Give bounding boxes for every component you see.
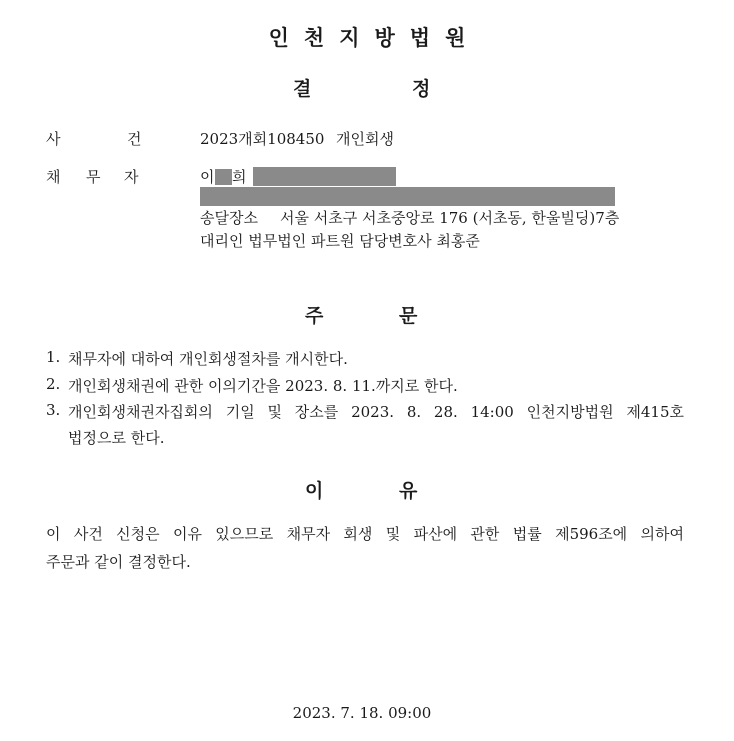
redaction-name-middle xyxy=(215,169,232,185)
redaction-address xyxy=(200,187,615,206)
redaction-id-number xyxy=(253,167,396,186)
order-item-text: 채무자에 대하여 개인회생절차를 개시한다. xyxy=(68,350,348,368)
representative: 대리인 법무법인 파트원 담당변호사 최홍준 xyxy=(200,232,480,250)
order-item-text: 개인회생채권자집회의 기일 및 장소를 2023. 8. 28. 14:00 인천지방법원 제415호 xyxy=(68,403,684,421)
debtor-label-char-2: 무 xyxy=(86,168,101,186)
reason-heading-char-2: 유 xyxy=(399,480,418,502)
order-item-text: 개인회생채권에 관한 이의기간을 2023. 8. 11.까지로 한다. xyxy=(68,377,458,395)
case-number: 2023개회108450 xyxy=(200,130,325,148)
document-type-char-2: 정 xyxy=(412,78,431,100)
document-type-char-1: 결 xyxy=(293,78,312,100)
case-label-char-2: 건 xyxy=(127,130,142,148)
decision-datetime: 2023. 7. 18. 09:00 xyxy=(292,704,432,722)
reason-heading-char-1: 이 xyxy=(305,480,324,502)
debtor-label-char-3: 자 xyxy=(124,168,139,186)
case-label-char-1: 사 xyxy=(46,130,61,148)
order-item-number: 3. xyxy=(46,401,61,419)
debtor-name-first: 이 xyxy=(200,168,215,186)
reason-text-line-1: 이 사건 신청은 이유 있으므로 채무자 회생 및 파산에 관한 법률 제596조에 의하여 xyxy=(46,525,684,543)
service-address: 서울 서초구 서초중앙로 176 (서초동, 한울빌딩)7층 xyxy=(280,209,620,227)
service-address-label: 송달장소 xyxy=(200,209,258,227)
order-item-number: 2. xyxy=(46,375,61,393)
debtor-name-last: 희 xyxy=(232,168,247,186)
case-type: 개인회생 xyxy=(336,130,394,148)
order-item-number: 1. xyxy=(46,348,61,366)
order-heading-char-2: 문 xyxy=(399,305,418,327)
reason-text-line-2: 주문과 같이 결정한다. xyxy=(46,553,191,571)
order-heading-char-1: 주 xyxy=(305,305,324,327)
court-name: 인천지방법원 xyxy=(268,26,481,50)
order-item-continuation: 법정으로 한다. xyxy=(68,429,165,447)
debtor-label-char-1: 채 xyxy=(46,168,61,186)
